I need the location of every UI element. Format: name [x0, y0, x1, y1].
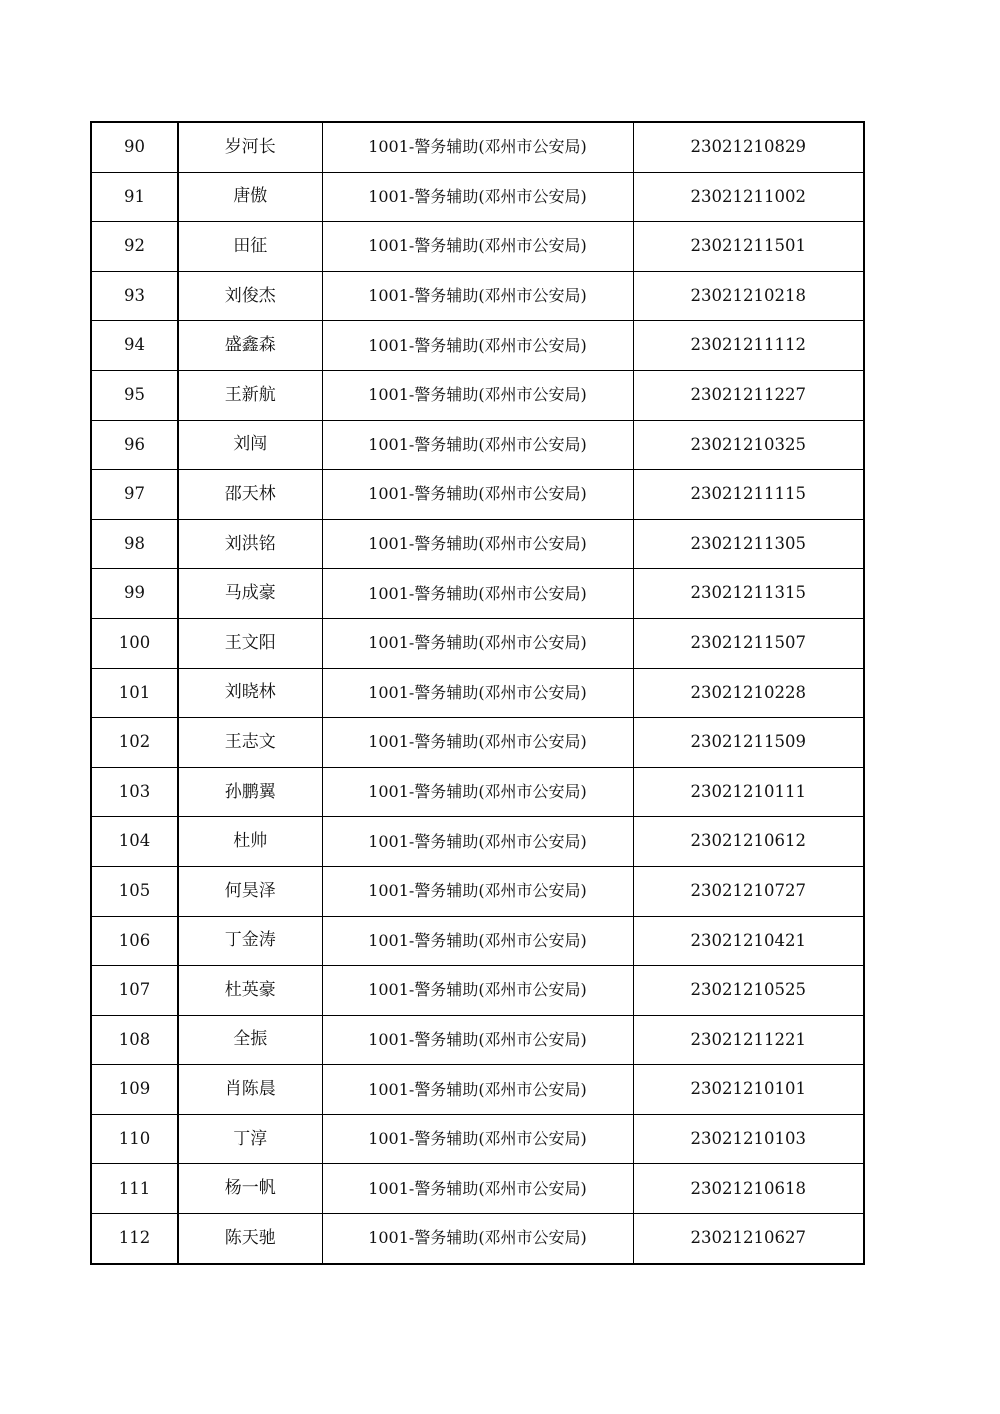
row-number: 112: [91, 1214, 178, 1264]
position-code: 1001-警务辅助(邓州市公安局): [322, 519, 633, 569]
row-number: 90: [91, 122, 178, 172]
row-number: 99: [91, 569, 178, 619]
table-row: [91, 569, 864, 619]
table-row: [91, 1164, 864, 1214]
position-code: 1001-警务辅助(邓州市公安局): [322, 668, 633, 718]
table-row: [91, 519, 864, 569]
table-row: [91, 122, 864, 172]
row-number: 94: [91, 321, 178, 371]
exam-number: 23021210525: [633, 966, 864, 1016]
candidate-name: 陈天驰: [178, 1214, 322, 1264]
row-number: 110: [91, 1114, 178, 1164]
exam-number: 23021210228: [633, 668, 864, 718]
exam-number: 23021210218: [633, 271, 864, 321]
candidate-name: 丁金涛: [178, 916, 322, 966]
table-row: [91, 718, 864, 768]
row-number: 111: [91, 1164, 178, 1214]
exam-number: 23021211002: [633, 172, 864, 222]
row-number: 91: [91, 172, 178, 222]
candidate-name: 刘俊杰: [178, 271, 322, 321]
candidate-name: 刘闯: [178, 420, 322, 470]
candidate-name: 王志文: [178, 718, 322, 768]
candidate-name: 盛鑫森: [178, 321, 322, 371]
candidate-name: 王文阳: [178, 618, 322, 668]
row-number: 103: [91, 767, 178, 817]
candidate-name: 刘洪铭: [178, 519, 322, 569]
candidate-name: 杜英豪: [178, 966, 322, 1016]
position-code: 1001-警务辅助(邓州市公安局): [322, 916, 633, 966]
position-code: 1001-警务辅助(邓州市公安局): [322, 1015, 633, 1065]
row-number: 96: [91, 420, 178, 470]
exam-number: 23021210421: [633, 916, 864, 966]
exam-number: 23021210325: [633, 420, 864, 470]
exam-number: 23021210627: [633, 1214, 864, 1264]
position-code: 1001-警务辅助(邓州市公安局): [322, 966, 633, 1016]
table-row: [91, 271, 864, 321]
position-code: 1001-警务辅助(邓州市公安局): [322, 222, 633, 272]
position-code: 1001-警务辅助(邓州市公安局): [322, 271, 633, 321]
exam-number: 23021210829: [633, 122, 864, 172]
candidate-name: 唐傲: [178, 172, 322, 222]
table-row: [91, 668, 864, 718]
row-number: 93: [91, 271, 178, 321]
candidate-name: 刘晓林: [178, 668, 322, 718]
position-code: 1001-警务辅助(邓州市公安局): [322, 1114, 633, 1164]
exam-number: 23021211227: [633, 370, 864, 420]
table-row: [91, 1065, 864, 1115]
exam-number: 23021210618: [633, 1164, 864, 1214]
candidate-name: 全振: [178, 1015, 322, 1065]
row-number: 97: [91, 470, 178, 520]
row-number: 105: [91, 866, 178, 916]
position-code: 1001-警务辅助(邓州市公安局): [322, 172, 633, 222]
exam-number: 23021210612: [633, 817, 864, 867]
position-code: 1001-警务辅助(邓州市公安局): [322, 370, 633, 420]
candidate-name: 杨一帆: [178, 1164, 322, 1214]
position-code: 1001-警务辅助(邓州市公安局): [322, 321, 633, 371]
row-number: 104: [91, 817, 178, 867]
row-number: 101: [91, 668, 178, 718]
table-row: [91, 1114, 864, 1164]
candidate-name: 孙鹏翼: [178, 767, 322, 817]
position-code: 1001-警务辅助(邓州市公安局): [322, 718, 633, 768]
candidate-name: 王新航: [178, 370, 322, 420]
exam-number: 23021210101: [633, 1065, 864, 1115]
exam-number: 23021211115: [633, 470, 864, 520]
position-code: 1001-警务辅助(邓州市公安局): [322, 1065, 633, 1115]
row-number: 100: [91, 618, 178, 668]
roster-table: [90, 121, 865, 1265]
exam-number: 23021211112: [633, 321, 864, 371]
position-code: 1001-警务辅助(邓州市公安局): [322, 122, 633, 172]
table-row: [91, 767, 864, 817]
candidate-name: 马成豪: [178, 569, 322, 619]
position-code: 1001-警务辅助(邓州市公安局): [322, 1214, 633, 1264]
position-code: 1001-警务辅助(邓州市公安局): [322, 569, 633, 619]
row-number: 92: [91, 222, 178, 272]
position-code: 1001-警务辅助(邓州市公安局): [322, 618, 633, 668]
table-row: [91, 966, 864, 1016]
table-row: [91, 1214, 864, 1264]
row-number: 109: [91, 1065, 178, 1115]
position-code: 1001-警务辅助(邓州市公安局): [322, 866, 633, 916]
row-number: 107: [91, 966, 178, 1016]
candidate-name: 田征: [178, 222, 322, 272]
candidate-name: 杜帅: [178, 817, 322, 867]
candidate-name: 丁淳: [178, 1114, 322, 1164]
table-row: [91, 370, 864, 420]
position-code: 1001-警务辅助(邓州市公安局): [322, 817, 633, 867]
candidate-name: 岁河长: [178, 122, 322, 172]
exam-number: 23021211221: [633, 1015, 864, 1065]
candidate-name: 何昊泽: [178, 866, 322, 916]
position-code: 1001-警务辅助(邓州市公安局): [322, 767, 633, 817]
exam-number: 23021210727: [633, 866, 864, 916]
exam-number: 23021211305: [633, 519, 864, 569]
exam-number: 23021210103: [633, 1114, 864, 1164]
table-row: [91, 866, 864, 916]
row-number: 108: [91, 1015, 178, 1065]
position-code: 1001-警务辅助(邓州市公安局): [322, 420, 633, 470]
row-number: 102: [91, 718, 178, 768]
row-number: 95: [91, 370, 178, 420]
row-number: 106: [91, 916, 178, 966]
candidate-name: 肖陈晨: [178, 1065, 322, 1115]
row-number: 98: [91, 519, 178, 569]
table-row: [91, 470, 864, 520]
roster-body: [91, 122, 864, 1264]
exam-number: 23021210111: [633, 767, 864, 817]
table-row: [91, 916, 864, 966]
candidate-name: 邵天林: [178, 470, 322, 520]
table-row: [91, 321, 864, 371]
table-row: [91, 618, 864, 668]
exam-number: 23021211509: [633, 718, 864, 768]
table-row: [91, 817, 864, 867]
position-code: 1001-警务辅助(邓州市公安局): [322, 1164, 633, 1214]
table-row: [91, 222, 864, 272]
table-row: [91, 172, 864, 222]
table-row: [91, 1015, 864, 1065]
exam-number: 23021211507: [633, 618, 864, 668]
exam-number: 23021211501: [633, 222, 864, 272]
table-row: [91, 420, 864, 470]
exam-number: 23021211315: [633, 569, 864, 619]
position-code: 1001-警务辅助(邓州市公安局): [322, 470, 633, 520]
